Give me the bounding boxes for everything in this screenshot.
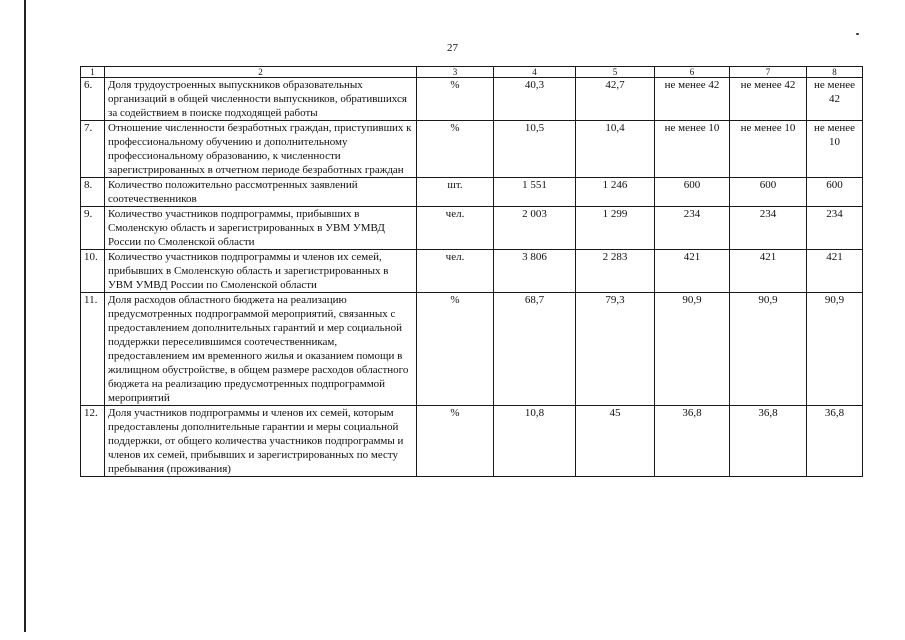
value-cell: 3 806 [494,250,576,293]
column-number-cell: 2 [105,67,417,78]
value-cell: 90,9 [730,293,807,406]
indicator-name-cell: Отношение численности безработных граждан, приступивших к профессиональному обучению и дополнительному профессиональному образованию, к численности зарегистрированных в отчетном периоде безработных граждан [105,121,417,178]
column-number-cell: 1 [81,67,105,78]
value-cell: 234 [655,207,730,250]
scan-speck [856,33,859,35]
indicator-name-cell: Количество положительно рассмотренных заявлений соотечественников [105,178,417,207]
column-number-cell: 7 [730,67,807,78]
value-cell: не менее 10 [655,121,730,178]
indicator-name-cell: Доля участников подпрограммы и членов их семей, которым предоставлены дополнительные гарантии и меры социальной поддержки, от общего количества участников подпрограммы и членов их семей, прибывших и зарегистрированных по месту пребывания (проживания) [105,406,417,477]
value-cell: не менее 42 [730,78,807,121]
value-cell: 600 [730,178,807,207]
unit-cell: % [417,293,494,406]
indicator-name-cell: Доля трудоустроенных выпускников образовательных организаций в общей численности выпускников, обратившихся за содействием в поиске подходящей работы [105,78,417,121]
column-number-cell: 3 [417,67,494,78]
unit-cell: % [417,406,494,477]
row-number-cell: 11. [81,293,105,406]
value-cell: 10,4 [576,121,655,178]
indicators-table [80,66,863,477]
value-cell: 421 [655,250,730,293]
value-cell: 234 [730,207,807,250]
column-number-cell: 4 [494,67,576,78]
value-cell: не менее 42 [655,78,730,121]
value-cell: 36,8 [730,406,807,477]
unit-cell: % [417,121,494,178]
table-row [81,78,863,121]
unit-cell: шт. [417,178,494,207]
value-cell: 10,5 [494,121,576,178]
unit-cell: % [417,78,494,121]
value-cell: 600 [655,178,730,207]
value-cell: 2 283 [576,250,655,293]
value-cell: не менее 10 [807,121,863,178]
value-cell: 36,8 [807,406,863,477]
column-number-cell: 6 [655,67,730,78]
table-row [81,207,863,250]
value-cell: 234 [807,207,863,250]
value-cell: 2 003 [494,207,576,250]
indicator-name-cell: Доля расходов областного бюджета на реализацию предусмотренных подпрограммой мероприятий, связанных с предоставлением дополнительных гарантий и мер социальной поддержки переселившимся соотечественникам, предоставлением им временного жилья и оказанием помощи в жилищном обустройстве, в общем размере расходов областного бюджета на реализацию предусмотренных подпрограммой мероприятий [105,293,417,406]
row-number-cell: 10. [81,250,105,293]
value-cell: 40,3 [494,78,576,121]
value-cell: 1 246 [576,178,655,207]
value-cell: не менее 10 [730,121,807,178]
column-number-cell: 8 [807,67,863,78]
table-row [81,406,863,477]
value-cell: 421 [730,250,807,293]
value-cell: 600 [807,178,863,207]
indicator-name-cell: Количество участников подпрограммы и членов их семей, прибывших в Смоленскую область и зарегистрированных в УВМ УМВД России по Смоленской области [105,250,417,293]
value-cell: 36,8 [655,406,730,477]
table-row [81,250,863,293]
value-cell: 68,7 [494,293,576,406]
value-cell: 90,9 [655,293,730,406]
indicator-name-cell: Количество участников подпрограммы, прибывших в Смоленскую область и зарегистрированных в УВМ УМВД России по Смоленской области [105,207,417,250]
value-cell: 1 299 [576,207,655,250]
column-number-row [81,67,863,78]
column-number-cell: 5 [576,67,655,78]
value-cell: 1 551 [494,178,576,207]
unit-cell: чел. [417,250,494,293]
value-cell: 421 [807,250,863,293]
value-cell: 42,7 [576,78,655,121]
row-number-cell: 8. [81,178,105,207]
row-number-cell: 6. [81,78,105,121]
row-number-cell: 12. [81,406,105,477]
value-cell: 79,3 [576,293,655,406]
value-cell: 10,8 [494,406,576,477]
row-number-cell: 9. [81,207,105,250]
value-cell: не менее 42 [807,78,863,121]
table-row [81,121,863,178]
unit-cell: чел. [417,207,494,250]
row-number-cell: 7. [81,121,105,178]
value-cell: 45 [576,406,655,477]
value-cell: 90,9 [807,293,863,406]
table-row [81,293,863,406]
table-row [81,178,863,207]
page-number: 27 [447,42,458,54]
left-margin-rule [24,0,26,632]
